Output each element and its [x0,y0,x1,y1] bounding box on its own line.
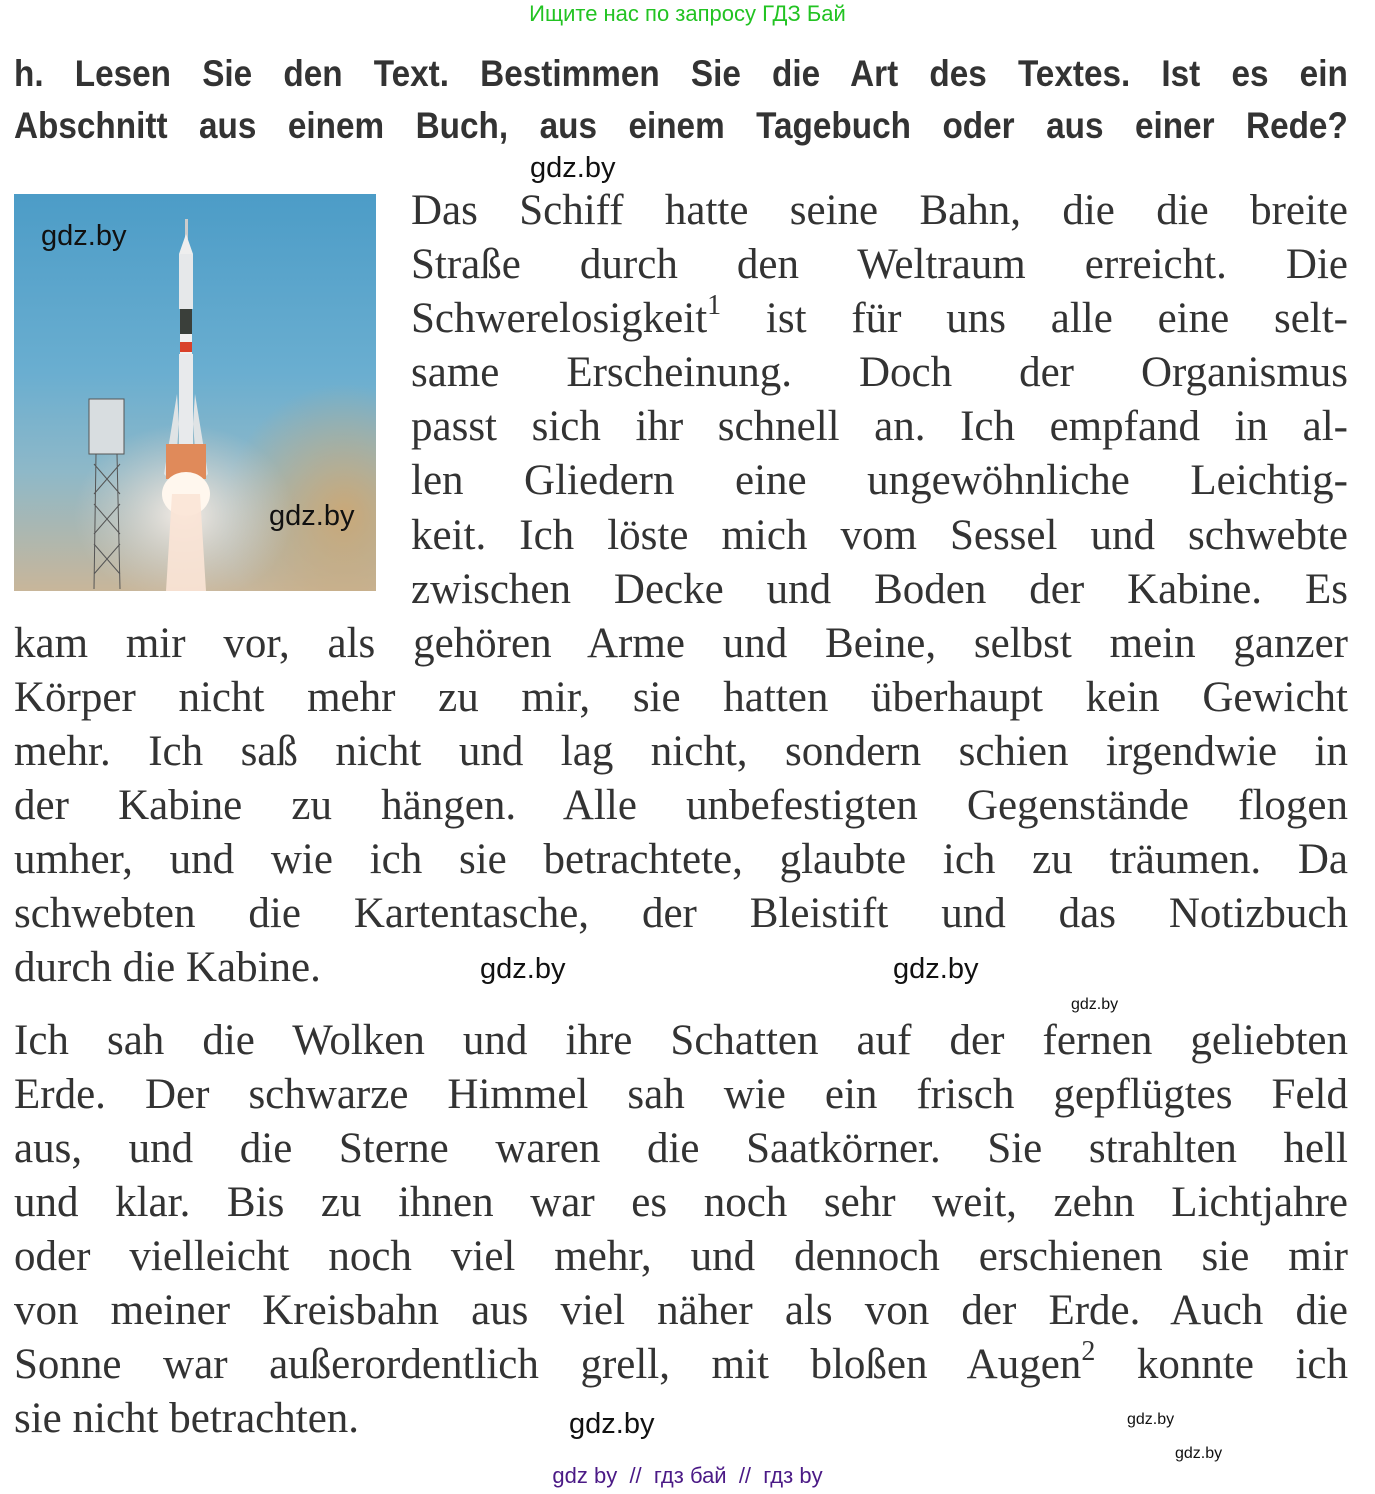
text-line: durch die Kabine. [14,944,321,991]
text-line [411,292,1348,346]
text-fragment: Schwerelosigkeit [411,295,708,342]
text-line: sie nicht betrachten. [14,1395,360,1442]
watermark: gdz.by [1071,996,1119,1013]
rocket-launch-photo [14,194,376,591]
text-fragment: ist für uns alle eine selt- [721,295,1348,342]
footer-links: gdz by // гдз бай // гдз by [552,1463,823,1488]
text-line: oder vielleicht noch viel mehr, und dennoch erschienen sie mir [14,1233,1348,1280]
text-line: Körper nicht mehr zu mir, sie hatten überhaupt kein Gewicht [14,674,1348,721]
text-line: von meiner Kreisbahn aus viel näher als von der Erde. Auch die [14,1287,1348,1334]
text-line: Erde. Der schwarze Himmel sah wie ein frisch gepflügtes Feld [14,1071,1348,1118]
task-heading [14,48,1348,152]
text-line: aus, und die Sterne waren die Saatkörner. Sie strahlten hell [14,1125,1348,1172]
text-line: kam mir vor, als gehören Arme und Beine, selbst mein ganzer [14,620,1348,667]
text-line: Ich sah die Wolken und ihre Schatten auf der fernen geliebten [14,1017,1348,1064]
footnote-marker: 2 [1081,1336,1096,1367]
text-line [14,1338,1348,1392]
search-banner: Ищите нас по запросу ГДЗ Бай [529,1,846,26]
task-heading-line: h. Lesen Sie den Text. Bestimmen Sie die Art des Textes. Ist es ein [14,53,1348,94]
text-line: zwischen Decke und Boden der Kabine. Es [411,566,1348,613]
watermark: gdz.by [569,1408,655,1440]
text-line: schwebten die Kartentasche, der Bleistift und das Notizbuch [14,890,1348,937]
watermark: gdz.by [41,220,127,252]
watermark: gdz.by [269,500,355,532]
watermark: gdz.by [530,152,616,184]
text-line: len Gliedern eine ungewöhnliche Leichtig- [411,457,1348,504]
watermark: gdz.by [1175,1445,1223,1462]
text-line: Straße durch den Weltraum erreicht. Die [411,241,1348,288]
text-line: keit. Ich löste mich vom Sessel und schwebte [411,512,1348,559]
task-heading-line: Abschnitt aus einem Buch, aus einem Tagebuch oder aus einer Rede? [14,105,1348,146]
text-line: umher, und wie ich sie betrachtete, glaubte ich zu träumen. Da [14,836,1348,883]
text-line: same Erscheinung. Doch der Organismus [411,349,1348,396]
text-line: passt sich ihr schnell an. Ich empfand in al- [411,403,1348,450]
text-fragment: Sonne war außerordentlich grell, mit bloßen Augen [14,1341,1082,1388]
text-line: mehr. Ich saß nicht und lag nicht, sondern schien irgendwie in [14,728,1348,775]
watermark: gdz.by [480,953,566,985]
text-fragment: konnte ich [1095,1341,1348,1388]
text-line: und klar. Bis zu ihnen war es noch sehr weit, zehn Lichtjahre [14,1179,1348,1226]
watermark: gdz.by [893,953,979,985]
watermark: gdz.by [1127,1411,1175,1428]
footnote-marker: 1 [707,290,722,321]
text-line: der Kabine zu hängen. Alle unbefestigten Gegenstände flogen [14,782,1348,829]
text-line: Das Schiff hatte seine Bahn, die die breite [411,187,1348,234]
